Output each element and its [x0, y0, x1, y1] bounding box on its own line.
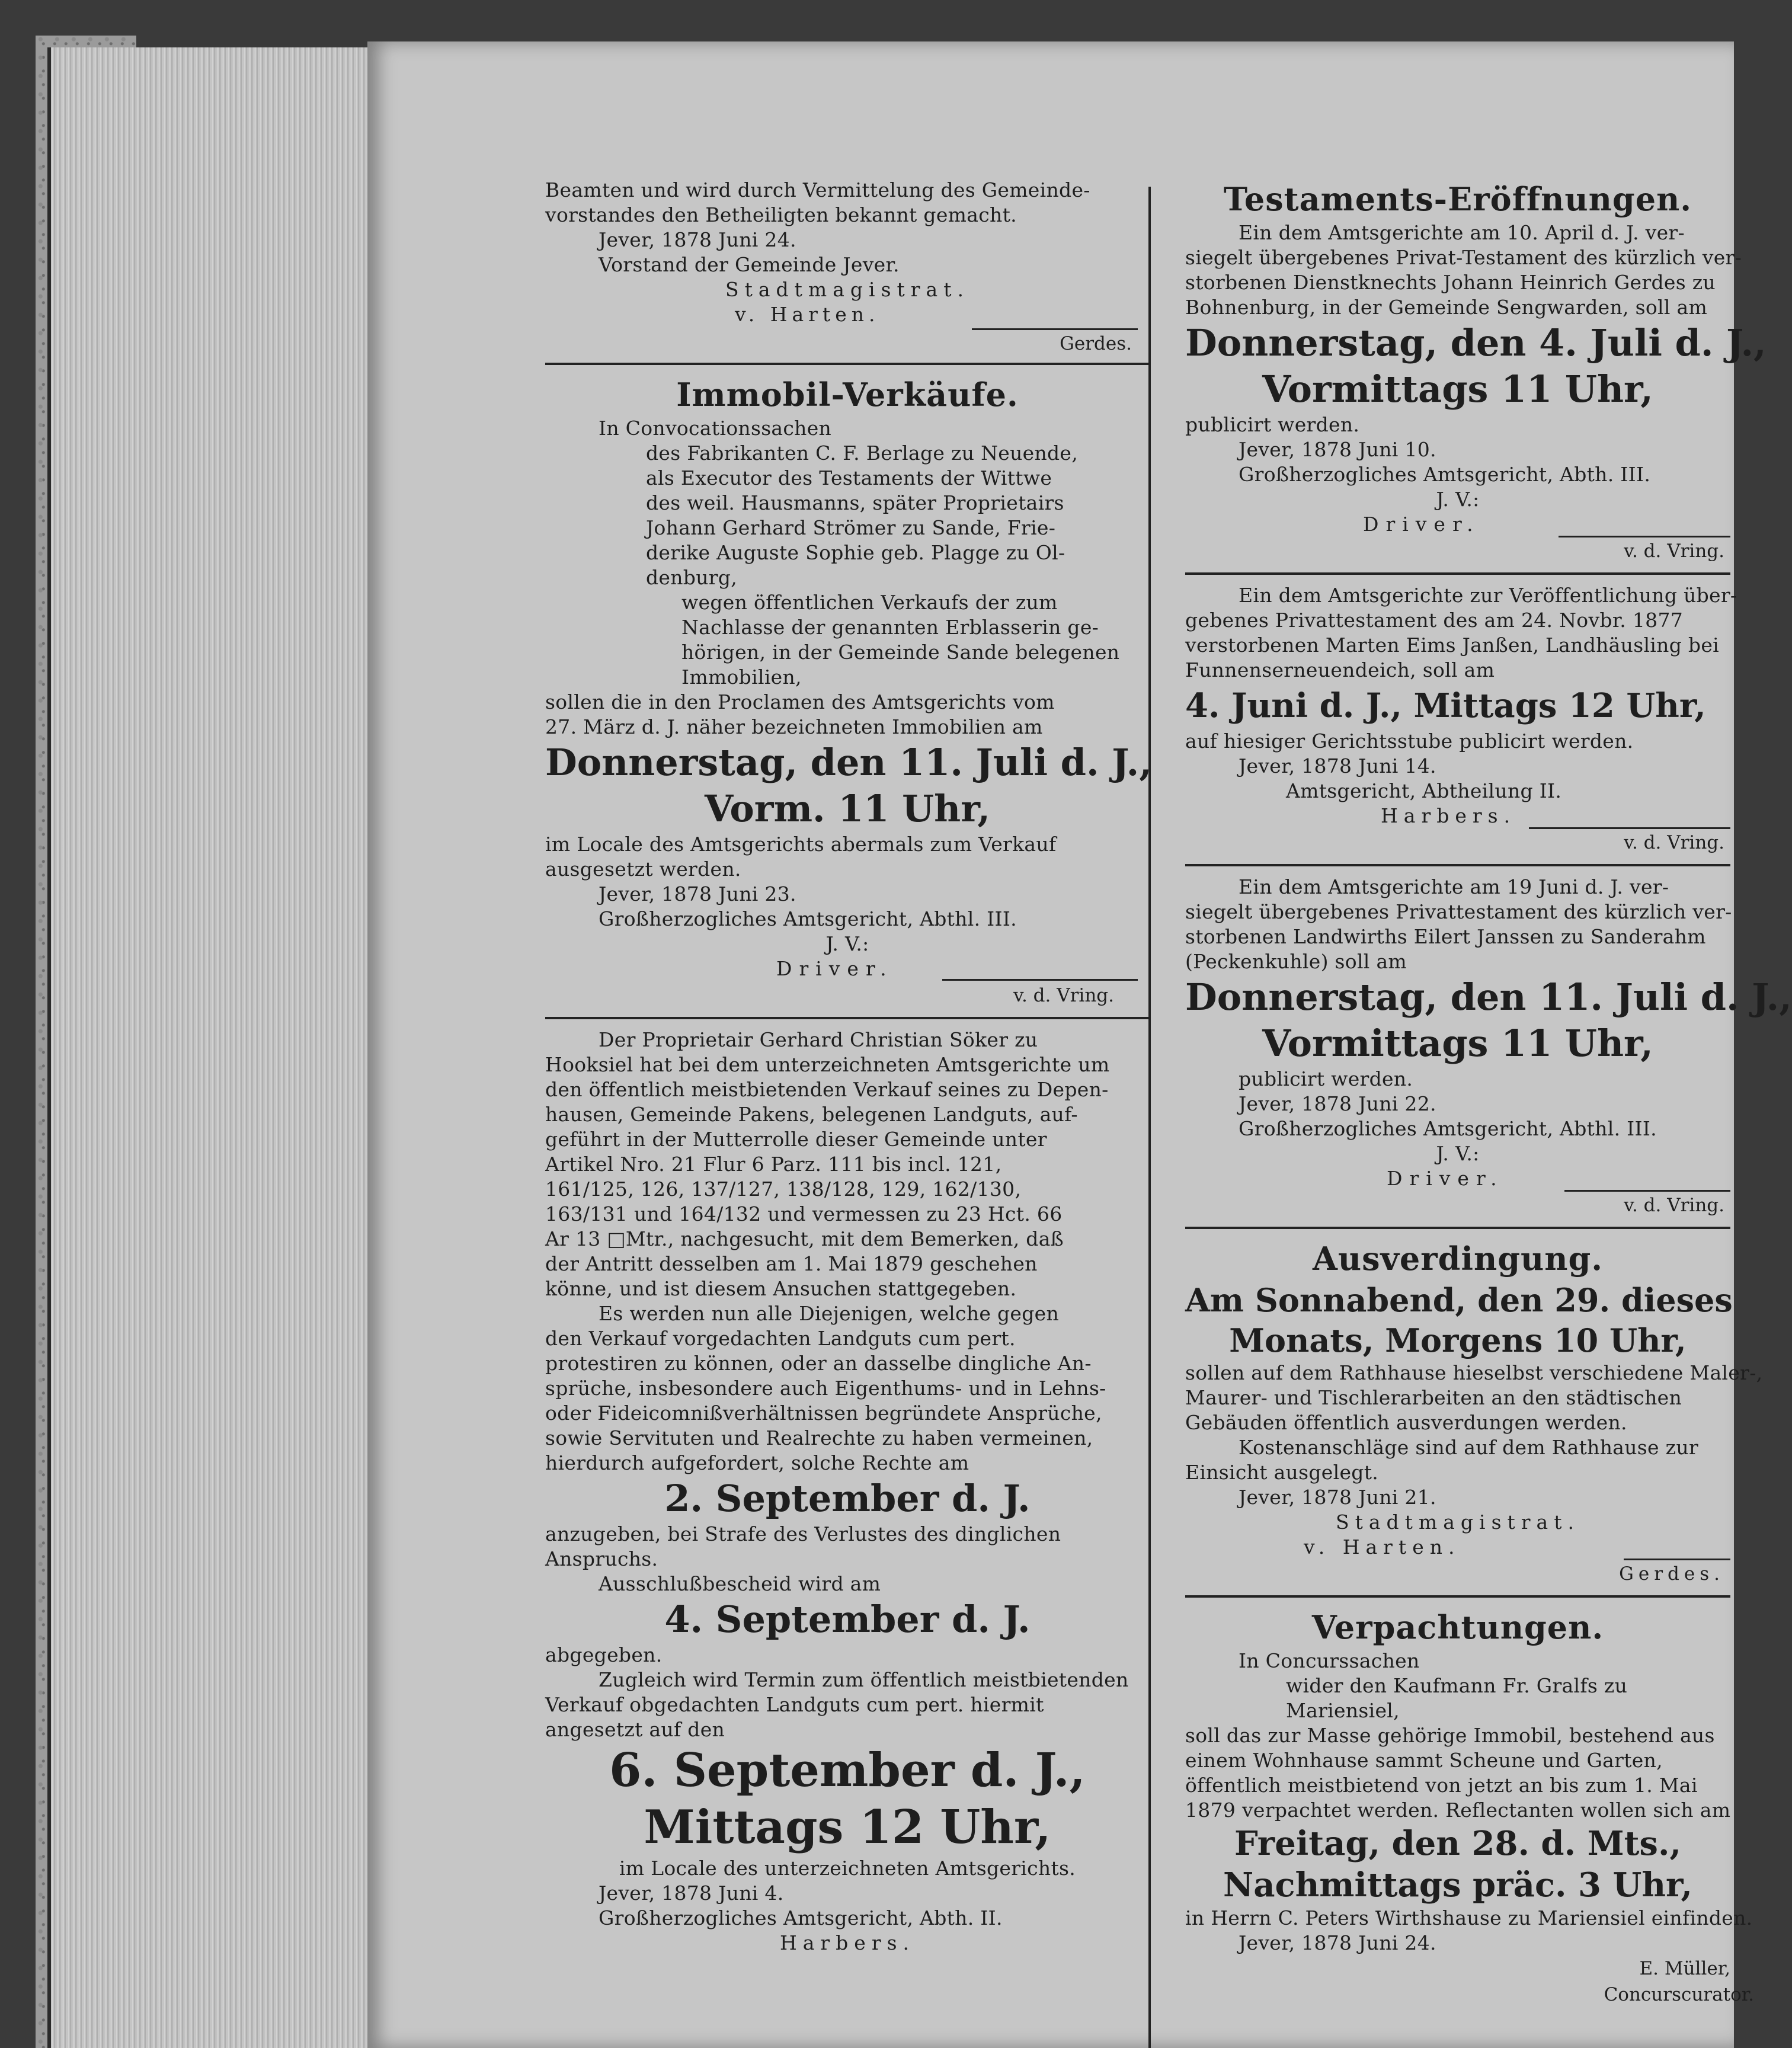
text-line: Jever, 1878 Juni 10.	[1239, 438, 1436, 461]
text-line: den Verkauf vorgedachten Landguts cum pert.	[545, 1327, 1016, 1350]
text-line: Ein dem Amtsgerichte am 10. April d. J. ver-	[1239, 221, 1685, 244]
text-line: Anspruchs.	[545, 1547, 658, 1570]
text-line: Es werden nun alle Diejenigen, welche gegen	[599, 1302, 1060, 1325]
signature-rule	[1564, 1190, 1730, 1192]
section-rule	[545, 1017, 1150, 1019]
signature-row	[545, 302, 1150, 328]
date-heading: Am Sonnabend, den 29. dieses	[1185, 1281, 1733, 1319]
text-line: derike Auguste Sophie geb. Plagge zu Ol-	[646, 541, 1065, 564]
text-line: geführt in der Mutterrolle dieser Gemeinde unter	[545, 1128, 1047, 1151]
text-line: sprüche, insbesondere auch Eigenthums- und in Lehns-	[545, 1377, 1106, 1400]
text-line: In Concurssachen	[1239, 1649, 1420, 1672]
text-line: protestiren zu können, oder an dasselbe dingliche An-	[545, 1352, 1092, 1375]
text-line: Hooksiel hat bei dem unterzeichneten Amtsgerichte um	[545, 1053, 1110, 1076]
text-line: als Executor des Testaments der Wittwe	[646, 466, 1052, 489]
text-line: Nachlasse der genannten Erblasserin ge-	[681, 616, 1099, 639]
text-line: (Peckenkuhle) soll am	[1185, 950, 1407, 973]
text-line: abgegeben.	[545, 1643, 663, 1666]
text-line: im Locale des unterzeichneten Amtsgerichts.	[619, 1857, 1076, 1880]
signature: Driver.	[776, 957, 894, 980]
text-line: Stadtmagistrat.	[725, 278, 969, 301]
signature-row	[1185, 512, 1730, 538]
text-line: J. V.:	[825, 932, 869, 955]
signature: v. Harten.	[1304, 1535, 1461, 1559]
section-heading: Immobil-Verkäufe.	[676, 376, 1019, 414]
text-line: Immobilien,	[681, 665, 802, 689]
section-rule	[545, 363, 1150, 365]
text-line: sollen auf dem Rathhause hieselbst verschiedene Maler-,	[1185, 1361, 1763, 1384]
signature: v. d. Vring.	[1624, 540, 1724, 562]
time-heading: Nachmittags präc. 3 Uhr,	[1223, 1865, 1692, 1905]
section-heading: Testaments-Eröffnungen.	[1223, 180, 1692, 218]
text-line: Ausschlußbescheid wird am	[599, 1572, 881, 1595]
signature-row	[1185, 1192, 1730, 1218]
text-line: siegelt übergebenes Privattestament des kürzlich ver-	[1185, 900, 1732, 923]
right-column	[1185, 178, 1792, 2008]
date-heading: 4. Juni d. J., Mittags 12 Uhr,	[1185, 686, 1706, 725]
text-line: verstorbenen Marten Eims Janßen, Landhäusling bei	[1185, 633, 1720, 657]
text-line: im Locale des Amtsgerichts abermals zum Verkauf	[545, 833, 1057, 856]
text-line: 161/125, 126, 137/127, 138/128, 129, 162/130,	[545, 1177, 1022, 1201]
text-line: Mariensiel,	[1286, 1699, 1400, 1722]
text-line: Vorstand der Gemeinde Jever.	[599, 253, 900, 276]
signature: Gerdes.	[1060, 333, 1132, 354]
date-heading: 4. September d. J.	[664, 1598, 1031, 1641]
text-line: siegelt übergebenes Privat-Testament des kürzlich ver-	[1185, 246, 1742, 269]
text-line: 1879 verpachtet werden. Reflectanten wollen sich am	[1185, 1799, 1731, 1822]
section-heading: Verpachtungen.	[1311, 1608, 1604, 1646]
text-line: wegen öffentlichen Verkaufs der zum	[681, 591, 1058, 614]
signature: v. Harten.	[735, 303, 880, 326]
text-line: Einsicht ausgelegt.	[1185, 1461, 1379, 1484]
signature: Concurscurator.	[1604, 1984, 1754, 2005]
text-line: Amtsgericht, Abtheilung II.	[1286, 779, 1562, 802]
signature-row	[1185, 830, 1730, 856]
text-line: 163/131 und 164/132 und vermessen zu 23 Hct. 66	[545, 1202, 1063, 1225]
text-line: denburg,	[646, 566, 738, 589]
section-rule	[1185, 1227, 1730, 1229]
text-line: auf hiesiger Gerichtsstube publicirt werden.	[1185, 729, 1634, 753]
text-line: könne, und ist diesem Ansuchen stattgegeben.	[545, 1277, 1017, 1300]
section-rule	[1185, 1595, 1730, 1598]
signature: v. d. Vring.	[1013, 985, 1114, 1006]
text-line: des Fabrikanten C. F. Berlage zu Neuende,	[646, 441, 1079, 465]
text-line: Stadtmagistrat.	[1336, 1511, 1580, 1534]
text-line: Ein dem Amtsgerichte am 19 Juni d. J. ver-	[1239, 875, 1669, 898]
date-heading: Donnerstag, den 11. Juli d. J.,	[1185, 975, 1792, 1019]
text-line: 27. März d. J. näher bezeichneten Immobilien am	[545, 715, 1043, 738]
signature: Driver.	[1387, 1167, 1504, 1190]
date-heading: 2. September d. J.	[664, 1477, 1031, 1520]
text-line: den öffentlich meistbietenden Verkauf seines zu Depen-	[545, 1078, 1109, 1101]
signature: Driver.	[1363, 513, 1480, 536]
text-line: Ein dem Amtsgerichte zur Veröffentlichung über-	[1239, 584, 1737, 607]
text-line: vorstandes den Betheiligten bekannt gemacht.	[545, 203, 1017, 226]
signature-rule	[1559, 536, 1730, 537]
text-line: angesetzt auf den	[545, 1718, 725, 1741]
text-line: sowie Servituten und Realrechte zu haben vermeinen,	[545, 1426, 1093, 1449]
date-heading: Freitag, den 28. d. Mts.,	[1234, 1824, 1681, 1863]
signature-row	[1185, 1166, 1730, 1192]
text-line: J. V.:	[1436, 1142, 1480, 1165]
left-column	[545, 178, 1150, 1956]
signature: E. Müller,	[1639, 1958, 1730, 1979]
text-line: sollen die in den Proclamen des Amtsgerichts vom	[545, 690, 1055, 713]
book-page-edges	[47, 47, 371, 2048]
text-line: hörigen, in der Gemeinde Sande belegenen	[681, 641, 1120, 664]
text-line: Großherzogliches Amtsgericht, Abth. II.	[599, 1906, 1003, 1929]
text-line: Bohnenburg, in der Gemeinde Sengwarden, soll am	[1185, 296, 1708, 319]
text-line: storbenen Dienstknechts Johann Heinrich Gerdes zu	[1185, 271, 1716, 294]
text-line: des weil. Hausmanns, später Proprietairs	[646, 491, 1064, 514]
section-heading: Ausverdingung.	[1312, 1240, 1604, 1278]
date-heading: 6. September d. J.,	[609, 1743, 1086, 1797]
text-line: ausgesetzt werden.	[545, 857, 741, 881]
text-line: storbenen Landwirths Eilert Janssen zu Sanderahm	[1185, 925, 1706, 948]
text-line: soll das zur Masse gehörige Immobil, bestehend aus	[1185, 1724, 1715, 1747]
section-rule	[1185, 572, 1730, 575]
text-line: publicirt werden.	[1185, 413, 1360, 436]
signature-rule	[1529, 827, 1730, 829]
signature: Gerdes.	[1619, 1563, 1724, 1585]
text-line: hausen, Gemeinde Pakens, belegenen Landguts, auf-	[545, 1103, 1078, 1126]
time-heading: Vormittags 11 Uhr,	[1262, 367, 1653, 411]
text-line: öffentlich meistbietend von jetzt an bis zum 1. Mai	[1185, 1774, 1698, 1797]
text-line: hierdurch aufgefordert, solche Rechte am	[545, 1451, 969, 1474]
signature: v. d. Vring.	[1624, 832, 1724, 853]
signature-rule	[972, 328, 1138, 330]
signature-row	[545, 956, 1150, 983]
text-line: Beamten und wird durch Vermittelung des Gemeinde-	[545, 178, 1090, 201]
text-line: Jever, 1878 Juni 24.	[599, 228, 796, 251]
signature-row	[545, 983, 1150, 1009]
text-line: Jever, 1878 Juni 14.	[1239, 754, 1436, 777]
text-line: In Convocationssachen	[599, 417, 832, 440]
text-line: in Herrn C. Peters Wirthshause zu Mariensiel einfinden.	[1185, 1906, 1753, 1929]
text-line: einem Wohnhause sammt Scheune und Garten,	[1185, 1749, 1663, 1772]
time-heading: Vorm. 11 Uhr,	[705, 787, 990, 830]
signature-row	[1185, 804, 1730, 830]
text-line: Maurer- und Tischlerarbeiten an den städtischen	[1185, 1386, 1682, 1409]
time-heading: Vormittags 11 Uhr,	[1262, 1022, 1653, 1065]
signature-row	[1185, 1982, 1754, 2008]
signature-row	[1185, 1535, 1730, 1561]
text-line: Verkauf obgedachten Landguts cum pert. hiermit	[545, 1693, 1044, 1716]
text-line: gebenes Privattestament des am 24. Novbr. 1877	[1185, 609, 1684, 632]
section-rule	[1185, 864, 1730, 866]
text-line: Der Proprietair Gerhard Christian Söker zu	[599, 1028, 1038, 1051]
newspaper-page	[367, 41, 1792, 2048]
date-heading: Donnerstag, den 11. Juli d. J.,	[545, 741, 1152, 784]
signature: Harbers.	[1381, 804, 1516, 827]
text-line: Jever, 1878 Juni 23.	[599, 882, 796, 905]
text-line: publicirt werden.	[1239, 1067, 1413, 1090]
time-heading: Mittags 12 Uhr,	[644, 1800, 1051, 1854]
text-line: Johann Gerhard Strömer zu Sande, Frie-	[646, 516, 1056, 539]
text-line: der Antritt desselben am 1. Mai 1879 geschehen	[545, 1252, 1038, 1275]
signature-row	[1185, 1561, 1730, 1587]
signature: v. d. Vring.	[1624, 1195, 1724, 1216]
text-line: wider den Kaufmann Fr. Gralfs zu	[1286, 1674, 1628, 1697]
text-line: Jever, 1878 Juni 21.	[1239, 1486, 1436, 1509]
text-line: Zugleich wird Termin zum öffentlich meistbietenden	[599, 1668, 1129, 1691]
text-line: Ar 13 □Mtr., nachgesucht, mit dem Bemerken, daß	[545, 1227, 1064, 1250]
text-line: Jever, 1878 Juni 4.	[599, 1881, 784, 1905]
text-line: Funnenserneuendeich, soll am	[1185, 658, 1495, 681]
text-line: J. V.:	[1436, 488, 1480, 511]
time-heading: Monats, Morgens 10 Uhr,	[1229, 1321, 1687, 1359]
text-line: Großherzogliches Amtsgericht, Abth. III.	[1239, 463, 1651, 486]
signature-rule	[1624, 1559, 1730, 1560]
signature-rule	[942, 979, 1138, 981]
text-line: Großherzogliches Amtsgericht, Abthl. III.	[599, 907, 1017, 930]
text-line: Großherzogliches Amtsgericht, Abthl. III.	[1239, 1117, 1657, 1140]
signature: Harbers.	[779, 1931, 916, 1954]
signature-row	[545, 328, 1150, 354]
signature-row	[1185, 538, 1730, 564]
text-line: Jever, 1878 Juni 24.	[1239, 1931, 1436, 1954]
date-heading: Donnerstag, den 4. Juli d. J.,	[1185, 321, 1767, 364]
signature-row	[1185, 1956, 1730, 1982]
text-line: oder Fideicomnißverhältnissen begründete Ansprüche,	[545, 1401, 1102, 1425]
text-line: Artikel Nro. 21 Flur 6 Parz. 111 bis incl. 121,	[545, 1153, 1002, 1176]
text-line: anzugeben, bei Strafe des Verlustes des dinglichen	[545, 1522, 1061, 1545]
text-line: Gebäuden öffentlich ausverdungen werden.	[1185, 1411, 1627, 1434]
text-line: Kostenanschläge sind auf dem Rathhause zur	[1239, 1436, 1698, 1459]
text-line: Jever, 1878 Juni 22.	[1239, 1092, 1436, 1115]
